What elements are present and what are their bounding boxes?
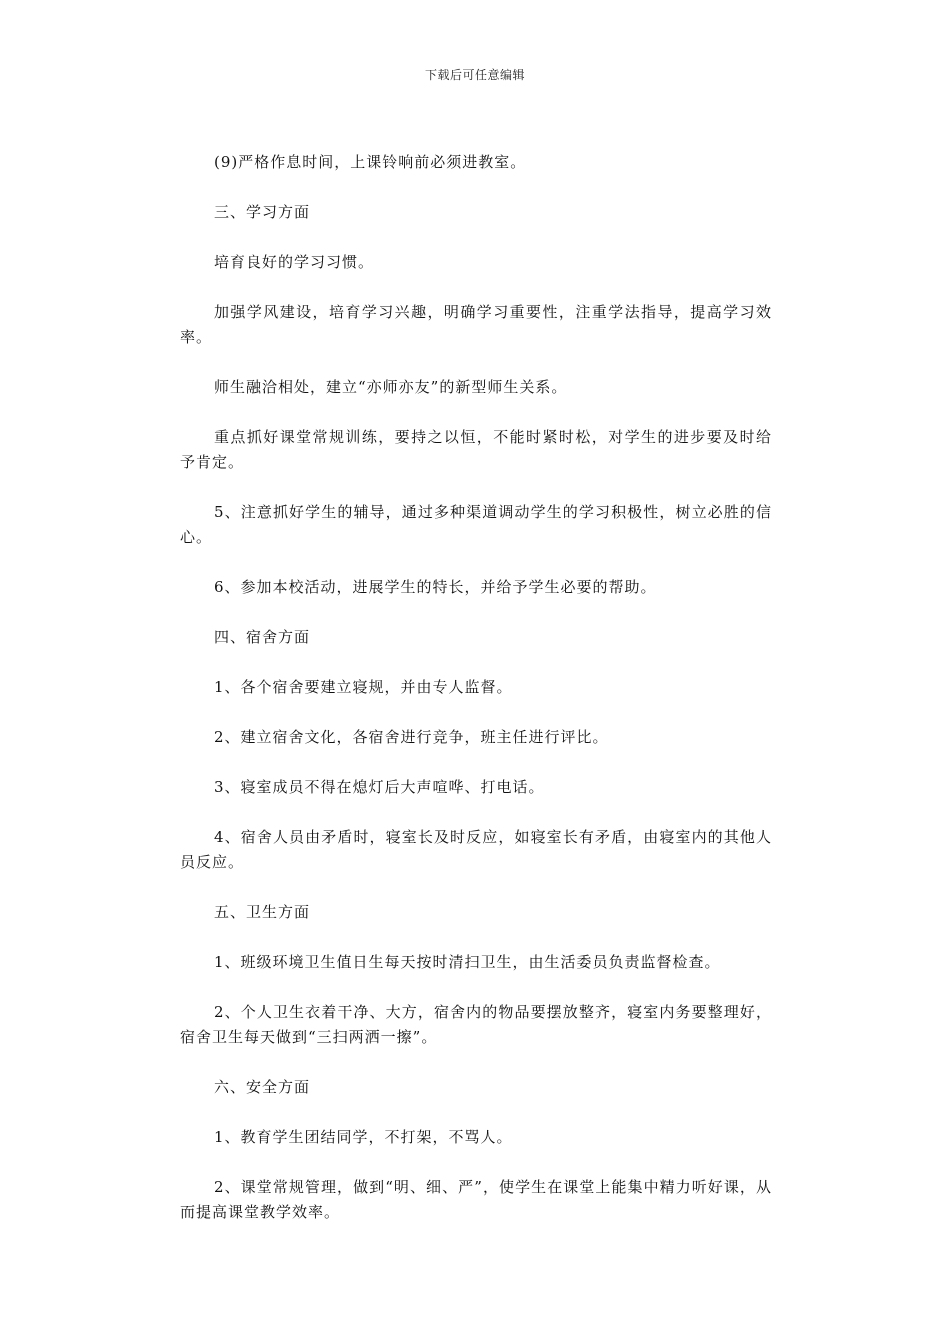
paragraph-dorm-conflict: 4、宿舍人员由矛盾时，寝室长及时反应，如寝室长有矛盾，由寝室内的其他人员反应。 — [180, 828, 772, 871]
paragraph-dorm-culture: 2、建立宿舍文化，各宿舍进行竞争，班主任进行评比。 — [214, 728, 609, 746]
paragraph-teacher-student: 师生融洽相处，建立“亦师亦友”的新型师生关系。 — [214, 378, 568, 396]
document-body — [180, 150, 772, 1250]
paragraph-unity: 1、教育学生团结同学，不打架，不骂人。 — [214, 1128, 513, 1146]
section-heading-hygiene: 五、卫生方面 — [214, 903, 311, 921]
section-heading-study: 三、学习方面 — [214, 203, 311, 221]
paragraph-personal-hygiene: 2、个人卫生衣着干净、大方，宿舍内的物品要摆放整齐，寝室内务要整理好，宿舍卫生每天做到“三扫两洒一擦”。 — [180, 1003, 772, 1046]
paragraph-study-habits: 培育良好的学习习惯。 — [214, 253, 375, 271]
paragraph-dorm-rules: 1、各个宿舍要建立寝规，并由专人监督。 — [214, 678, 513, 696]
section-heading-safety: 六、安全方面 — [214, 1078, 311, 1096]
paragraph-classroom-management: 2、课堂常规管理，做到“明、细、严”，使学生在课堂上能集中精力听好课，从而提高课堂教学效率。 — [180, 1178, 772, 1221]
paragraph-classroom-routine: 重点抓好课堂常规训练，要持之以恒，不能时紧时松，对学生的进步要及时给予肯定。 — [180, 428, 772, 471]
paragraph-class-hygiene: 1、班级环境卫生值日生每天按时清扫卫生，由生活委员负责监督检查。 — [214, 953, 721, 971]
page-header: 下载后可任意编辑 — [424, 68, 525, 82]
paragraph-study-style: 加强学风建设，培育学习兴趣，明确学习重要性，注重学法指导，提高学习效率。 — [180, 303, 772, 346]
paragraph-tutoring: 5、注意抓好学生的辅导，通过多种渠道调动学生的学习积极性，树立必胜的信心。 — [180, 503, 772, 546]
paragraph-dorm-quiet: 3、寝室成员不得在熄灯后大声喧哗、打电话。 — [214, 778, 545, 796]
paragraph-rest-time: (9)严格作息时间，上课铃响前必须进教室。 — [214, 153, 527, 171]
paragraph-activities: 6、参加本校活动，进展学生的特长，并给予学生必要的帮助。 — [214, 578, 657, 596]
section-heading-dormitory: 四、宿舍方面 — [214, 628, 311, 646]
